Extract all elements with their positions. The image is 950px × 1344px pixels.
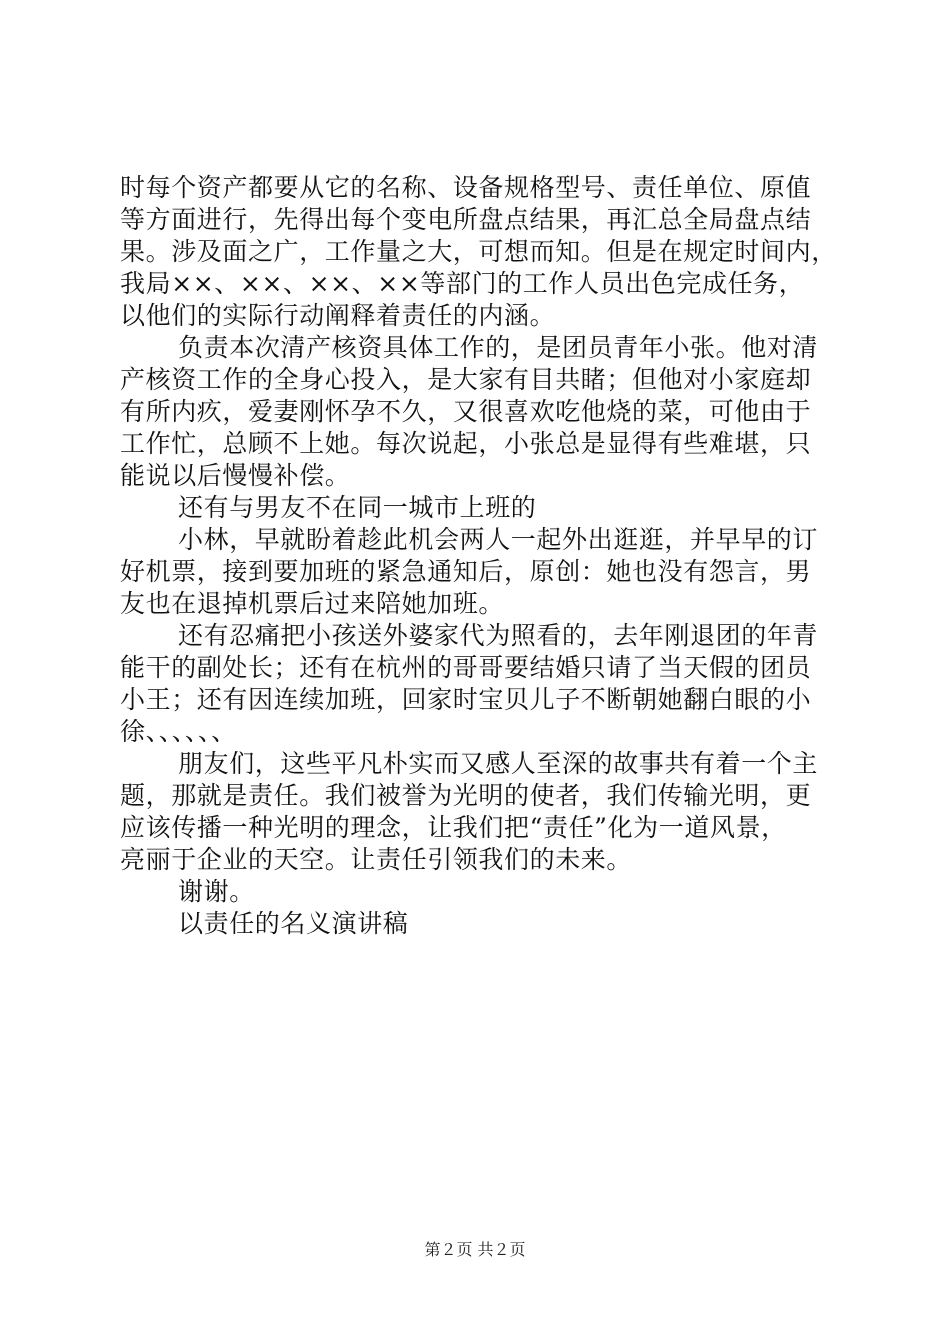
- text-line: 我局××、××、××、××等部门的工作人员出色完成任务，: [120, 269, 805, 298]
- text-line: 能说以后慢慢补偿。: [120, 461, 351, 490]
- paragraph-first-line: 小林，早就盼着趁此机会两人一起外出逛逛，并早早的订: [178, 525, 819, 554]
- text-line: 能干的副处长；还有在杭州的哥哥要结婚只请了当天假的团员: [120, 653, 812, 682]
- text-line: 小王；还有因连续加班，回家时宝贝儿子不断朝她翻白眼的小: [120, 685, 812, 714]
- text-line: 时每个资产都要从它的名称、设备规格型号、责任单位、原值: [120, 173, 812, 202]
- text-line: 果。涉及面之广，工作量之大，可想而知。但是在规定时间内，: [120, 237, 837, 266]
- text-line: 徐、、、、、、: [120, 717, 237, 746]
- page-number-label: 第２页 共２页: [424, 1240, 526, 1259]
- text-line: 友也在退掉机票后过来陪她加班。: [120, 589, 505, 618]
- text-line: 亮丽于企业的天空。让责任引领我们的未来。: [120, 845, 633, 874]
- text-line: 应该传播一种光明的理念，让我们把“责任”化为一道风景，: [120, 813, 787, 842]
- text-line: 好机票，接到要加班的紧急通知后，原创：她也没有怨言，男: [120, 557, 812, 586]
- text-line: 产核资工作的全身心投入，是大家有目共睹；但他对小家庭却: [120, 365, 812, 394]
- text-line: 有所内疚，爱妻刚怀孕不久，又很喜欢吃他烧的菜，可他由于: [120, 397, 812, 426]
- paragraph-first-line: 还有与男友不在同一城市上班的: [178, 493, 537, 522]
- closing-line: 谢谢。: [178, 877, 255, 906]
- text-line: 等方面进行，先得出每个变电所盘点结果，再汇总全局盘点结: [120, 205, 812, 234]
- page-footer: [0, 1240, 950, 1260]
- text-line: 题，那就是责任。我们被誉为光明的使者，我们传输光明，更: [120, 781, 812, 810]
- paragraph-first-line: 负责本次清产核资具体工作的，是团员青年小张。他对清: [178, 333, 819, 362]
- paragraph-first-line: 还有忍痛把小孩送外婆家代为照看的，去年刚退团的年青: [178, 621, 819, 650]
- text-line: 以他们的实际行动阐释着责任的内涵。: [120, 301, 556, 330]
- document-body: [120, 172, 842, 940]
- document-title-line: 以责任的名义演讲稿: [178, 909, 409, 938]
- paragraph-first-line: 朋友们，这些平凡朴实而又感人至深的故事共有着一个主: [178, 749, 819, 778]
- text-line: 工作忙，总顾不上她。每次说起，小张总是显得有些难堪，只: [120, 429, 812, 458]
